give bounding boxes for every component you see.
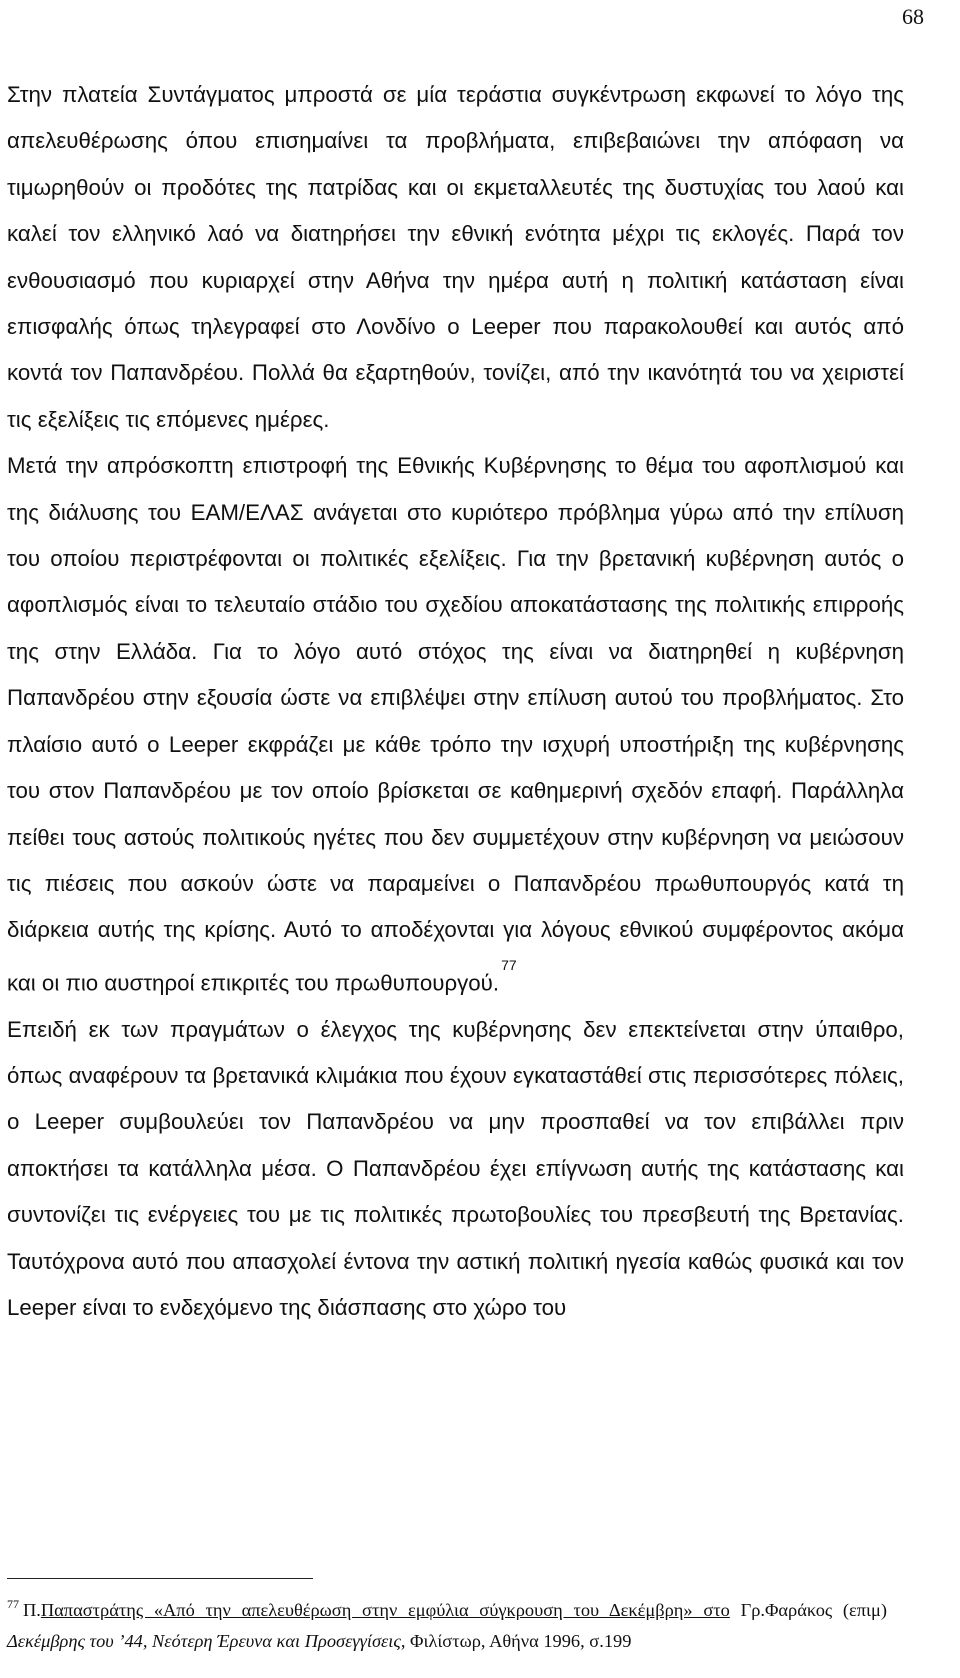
footnote-number: 77 bbox=[7, 1597, 19, 1611]
footnote-publisher: , Φιλίστωρ, Αθήνα 1996, σ.199 bbox=[400, 1630, 632, 1651]
footnote-book-title: Δεκέμβρης του ’44, Νεότερη Έρευνα και Προσεγγίσεις bbox=[7, 1630, 401, 1651]
body-text bbox=[7, 72, 904, 1331]
paragraph-3 bbox=[7, 1007, 904, 1332]
page-number: 68 bbox=[902, 4, 924, 29]
footnote-editor: Γρ.Φαράκος (επιμ) bbox=[740, 1600, 887, 1620]
footnote-lead: Π. bbox=[23, 1600, 41, 1620]
paragraph-2-text: Μετά την απρόσκοπτη επιστροφή της Εθνικής Κυβέρνησης το θέμα του αφοπλισμού και της διάλυσης του ΕΑΜ/ΕΛΑΣ ανάγεται στο κυριότερο πρόβλημα γύρω από την επίλυση του οποίου περιστρέφονται οι πολιτικές εξελίξεις. Για την βρετανική κυβέρνηση αυτός ο αφοπλισμός είναι το τελευταίο στάδιο του σχεδίου αποκατάστασης της πολιτικής επιρροής της στην Ελλάδα. Για το λόγο αυτό στόχος της είναι να διατηρηθεί η κυβέρνηση Παπανδρέου στην εξουσία ώστε να επιβλέψει στην επίλυση αυτού του προβλήματος. Στο πλαίσιο αυτό ο Leeper εκφράζει με κάθε τρόπο την ισχυρή υποστήριξη της κυβέρνησης του στον Παπανδρέου με τον οποίο βρίσκεται σε καθημερινή σχεδόν επαφή. Παράλληλα πείθει τους αστούς πολιτικούς ηγέτες που δεν συμμετέχουν στην κυβέρνηση να μειώσουν τις πιέσεις που ασκούν ώστε να παραμείνει ο Παπανδρέου πρωθυπουργός κατά τη διάρκεια αυτής της κρίσης. Αυτό το αποδέχονται για λόγους εθνικού συμφέροντος ακόμα και οι πιο αυστηροί επικριτές του πρωθυπουργού. bbox=[7, 453, 904, 996]
footnote-citation: Παπαστράτης «Από την απελευθέρωση στην εμφύλια σύγκρουση του Δεκέμβρη» στο bbox=[40, 1600, 730, 1620]
paragraph-1-text: Στην πλατεία Συντάγματος μπροστά σε μία τεράστια συγκέντρωση εκφωνεί το λόγο της απελευθέρωσης όπου επισημαίνει τα προβλήματα, επιβεβαιώνει την απόφαση να τιμωρηθούν οι προδότες της πατρίδας και οι εκμεταλλευτές της δυστυχίας του λαού και καλεί τον ελληνικό λαό να διατηρήσει την εθνική ενότητα μέχρι τις εκλογές. Παρά τον ενθουσιασμό που κυριαρχεί στην Αθήνα την ημέρα αυτή η πολιτική κατάσταση είναι επισφαλής όπως τηλεγραφεί στο Λονδίνο ο Leeper που παρακολουθεί και αυτός από κοντά τον Παπανδρέου. Πολλά θα εξαρτηθούν, τονίζει, από την ικανότητά του να χειριστεί τις εξελίξεις τις επόμενες ημέρες. bbox=[7, 82, 904, 432]
paragraph-3-text: Επειδή εκ των πραγμάτων ο έλεγχος της κυβέρνησης δεν επεκτείνεται στην ύπαιθρο, όπως αναφέρουν τα βρετανικά κλιμάκια που έχουν εγκαταστάθεί στις περισσότερες πόλεις, ο Leeper συμβουλεύει τον Παπανδρέου να μην προσπαθεί να τον επιβάλλει πριν αποκτήσει τα κατάλληλα μέσα. Ο Παπανδρέου έχει επίγνωση αυτής της κατάστασης και συντονίζει τις ενέργειες του με τις πολιτικές πρωτοβουλίες του πρεσβευτή της Βρετανίας. Ταυτόχρονα αυτό που απασχολεί έντονα την αστική πολιτική ηγεσία καθώς φυσικά και τον Leeper είναι το ενδεχόμενο της διάσπασης στο χώρο του bbox=[7, 1016, 904, 1320]
paragraph-1 bbox=[7, 72, 904, 443]
footnote-separator bbox=[7, 1578, 313, 1579]
footnote-reference-77[interactable]: 77 bbox=[501, 956, 517, 973]
footnote-77 bbox=[7, 1596, 887, 1655]
paragraph-2 bbox=[7, 443, 904, 1006]
